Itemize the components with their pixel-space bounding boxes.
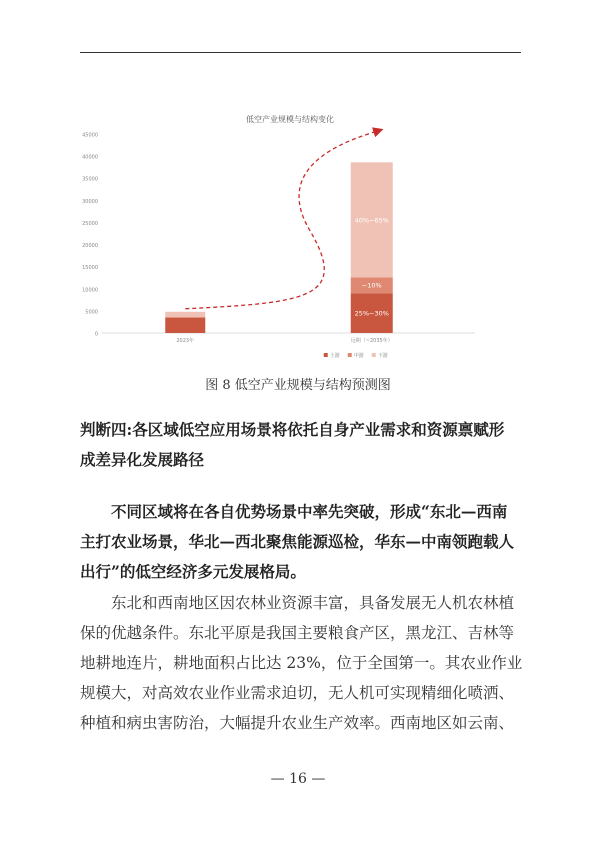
y-tick-label: 0 xyxy=(94,331,98,338)
figure-caption: 图 8 低空产业规模与结构预测图 xyxy=(205,378,391,393)
y-tick-label: 40000 xyxy=(82,154,98,161)
header-rule xyxy=(80,52,521,53)
legend-label: 中游 xyxy=(353,353,364,359)
y-tick-label: 45000 xyxy=(82,132,98,139)
x-tick-label: 远期（~2035年） xyxy=(350,338,393,344)
legend-swatch xyxy=(324,353,328,357)
heading-line: 成差异化发展路径 xyxy=(80,450,205,469)
chart-legend xyxy=(324,352,388,359)
trend-arrow xyxy=(185,130,380,308)
x-tick-label: 2023年 xyxy=(176,338,195,344)
y-tick-label: 35000 xyxy=(82,176,98,183)
heading-line: 判断四:各区域低空应用场景将依托自身产业需求和资源禀赋形 xyxy=(80,420,505,439)
legend-label: 上游 xyxy=(329,353,340,359)
paragraph-line: 主打农业场景，华北—西北聚焦能源巡检，华东—中南领跑载人 xyxy=(80,532,515,551)
chart-canvas xyxy=(80,108,480,363)
y-tick-label: 30000 xyxy=(82,198,98,205)
paragraph-line: 规模大，对高效农业作业需求迫切，无人机可实现精细化喷洒、 xyxy=(80,684,515,702)
industry-scale-chart xyxy=(80,108,480,363)
y-tick-label: 10000 xyxy=(82,287,98,294)
chart-title: 低空产业规模与结构变化 xyxy=(246,115,334,124)
y-tick-label: 5000 xyxy=(85,309,98,316)
segment-label: ~10% xyxy=(361,281,382,290)
paragraph-body xyxy=(80,588,526,738)
paragraph-line: 种植和病虫害防治，大幅提升农业生产效率。西南地区如云南、 xyxy=(80,714,515,732)
bars-group xyxy=(165,162,393,333)
y-tick-label: 25000 xyxy=(82,220,98,227)
y-axis xyxy=(82,133,475,338)
y-tick-label: 15000 xyxy=(82,265,98,272)
segment-label: 25%~30% xyxy=(354,309,389,318)
x-axis-labels xyxy=(176,337,392,344)
paragraph-line: 地耕地连片，耕地面积占比达 23%，位于全国第一。其农业作业 xyxy=(80,654,523,672)
paragraph-line: 不同区域将在各自优势场景中率先突破，形成“东北—西南 xyxy=(111,502,508,521)
legend-label: 下游 xyxy=(377,353,388,359)
segment-label: 40%~65% xyxy=(354,216,389,225)
paragraph-summary xyxy=(80,497,526,587)
page-number: — 16 — xyxy=(270,771,326,787)
y-tick-label: 20000 xyxy=(82,243,98,250)
bar-segment xyxy=(165,318,205,333)
paragraph-line: 东北和西南地区因农林业资源丰富，具备发展无人机农林植 xyxy=(111,594,515,612)
paragraph-line: 出行”的低空经济多元发展格局。 xyxy=(80,562,306,581)
bar-segment xyxy=(165,312,205,318)
legend-swatch xyxy=(348,353,352,357)
legend-swatch xyxy=(372,353,376,357)
paragraph-line: 保的优越条件。东北平原是我国主要粮食产区，黑龙江、吉林等 xyxy=(80,624,515,642)
section-heading xyxy=(80,415,526,475)
